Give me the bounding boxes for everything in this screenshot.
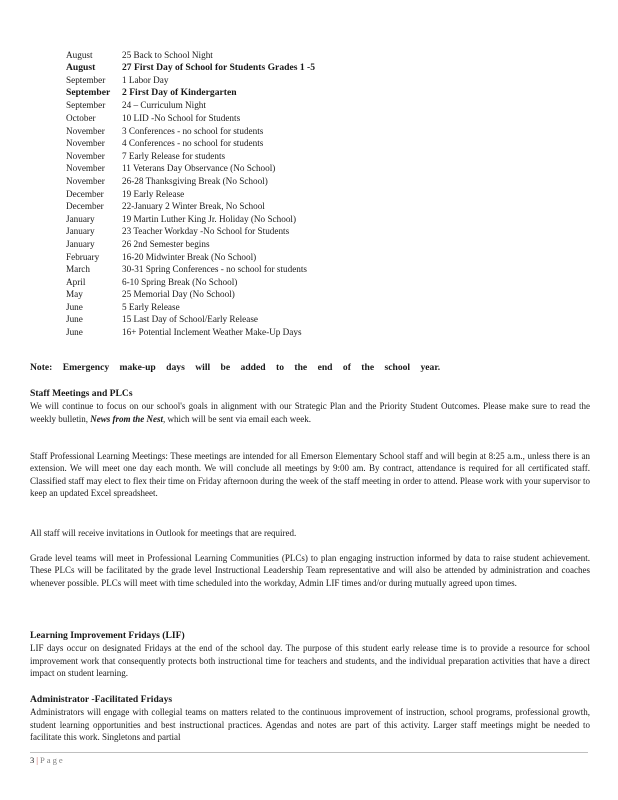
calendar-month: February [66,251,100,262]
calendar-event: 3 Conferences - no school for students [122,125,264,136]
calendar-event: 26-28 Thanksgiving Break (No School) [122,175,268,186]
calendar-event: 4 Conferences - no school for students [122,138,264,149]
calendar-row [66,251,315,264]
calendar-row [66,288,315,301]
calendar-event: 30-31 Spring Conferences - no school for students [122,264,307,275]
lif-heading: Learning Improvement Fridays (LIF) [30,630,185,641]
calendar-row [66,213,315,226]
calendar-month: March [66,264,90,275]
calendar-event: 25 Memorial Day (No School) [122,289,235,300]
calendar-month: October [66,112,96,123]
calendar-row [66,200,315,213]
calendar-row [66,175,315,188]
calendar-row [66,49,315,62]
calendar-list [66,49,315,339]
footer-divider [30,752,588,753]
calendar-event: 23 Teacher Workday -No School for Students [122,226,290,237]
calendar-event: 22-January 2 Winter Break, No School [122,201,265,212]
lif-paragraph: LIF days occur on designated Fridays at the end of the school day. The purpose of this student early release time is to provide a resource for school improvement work that consequently protects both instructional time for teachers and students, and the individual preparation activities that have a direct impact on student learning. [30,643,590,678]
calendar-row [66,150,315,163]
staff-meetings-paragraph-2: Staff Professional Learning Meetings: These meetings are intended for all Emerson Elementary School staff and will begin at 8:25 a.m., unless there is an extension. We will meet one day each month. We will conclude all meetings by 9:00 am. By contract, attendance is required for all certificated staff. Classified staff may elect to flex their time on Friday afternoon during the week of the staff meeting in order to attend. Please work with your supervisor to keep an updated Excel spreadsheet. [30,451,590,498]
calendar-month: November [66,150,105,161]
calendar-month: November [66,163,105,174]
calendar-month: December [66,201,104,212]
calendar-event: 19 Martin Luther King Jr. Holiday (No School) [122,213,297,224]
calendar-row [66,99,315,112]
calendar-row [66,225,315,238]
calendar-month: September [66,86,111,98]
calendar-event: 1 Labor Day [122,75,169,86]
calendar-row [66,301,315,314]
calendar-month: September [66,100,106,111]
calendar-event: 6-10 Spring Break (No School) [122,276,238,287]
calendar-month: January [66,213,95,224]
lif-section [30,630,590,679]
calendar-row [66,238,315,251]
calendar-event: 24 – Curriculum Night [122,100,206,111]
calendar-month: May [66,289,83,300]
calendar-month: November [66,125,105,136]
calendar-event: 10 LID -No School for Students [122,112,241,123]
calendar-row [66,87,315,100]
calendar-event: 25 Back to School Night [122,50,213,60]
calendar-row [66,112,315,125]
calendar-month: June [66,327,83,338]
calendar-row [66,125,315,138]
calendar-month: September [66,75,106,86]
page-footer [30,755,65,765]
calendar-row [66,313,315,326]
staff-meetings-heading: Staff Meetings and PLCs [30,388,133,399]
calendar-row [66,162,315,175]
calendar-row [66,188,315,201]
admin-heading: Administrator -Facilitated Fridays [30,694,173,705]
calendar-event: 7 Early Release for students [122,150,226,161]
staff-meetings-section [30,388,590,425]
calendar-month: June [66,314,83,325]
calendar-month: January [66,226,95,237]
calendar-event: 19 Early Release [122,188,185,199]
calendar-row [66,263,315,276]
calendar-row [66,62,315,75]
footer-separator: | [36,755,39,765]
calendar-row [66,326,315,339]
calendar-event: 5 Early Release [122,301,180,312]
calendar-row [66,74,315,87]
staff-meetings-paragraph-4: Grade level teams will meet in Professional Learning Communities (PLCs) to plan engaging instruction informed by data to raise student achievement. These PLCs will be facilitated by the grade level Instructional Leadership Team representative and will also be attended by administration and coaches whenever possible. PLCs will meet with time scheduled into the workday, Admin LIF times and/or during mutually agreed upon times. [30,553,590,588]
note-text: Note: Emergency make-up days will be added to the end of the school year. [30,362,441,373]
calendar-event: 26 2nd Semester begins [122,238,210,249]
calendar-row [66,276,315,289]
calendar-month: April [66,276,86,287]
staff-meetings-paragraph-1: We will continue to focus on our school's goals in alignment with our Strategic Plan and the Priority Student Outcomes. Please make sure to read the weekly bulletin, News from the Nest, which will be sent via email each week. [30,401,590,424]
staff-meetings-paragraph-3: All staff will receive invitations in Outlook for meetings that are required. [30,528,297,538]
calendar-month: August [66,61,96,73]
calendar-month: June [66,301,83,312]
newsletter-title: News from the Nest [90,413,163,424]
calendar-month: January [66,238,95,249]
admin-paragraph: Administrators will engage with collegial teams on matters related to the continuous improvement of instruction, school programs, professional growth, student learning opportunities and best instructional practices. Agendas and notes are part of this activity. Larger staff meetings might be needed to facilitate this work. Singletons and partial [30,707,590,742]
calendar-month: August [66,50,93,60]
calendar-event: 11 Veterans Day Observance (No School) [122,163,276,174]
calendar-event: 16+ Potential Inclement Weather Make-Up Days [122,327,302,338]
calendar-event: 2 First Day of Kindergarten [122,86,237,98]
calendar-month: December [66,188,104,199]
page-label: Page [40,755,65,765]
calendar-event: 15 Last Day of School/Early Release [122,314,258,325]
calendar-event: 27 First Day of School for Students Grades 1 -5 [122,61,316,73]
page-number: 3 [30,755,35,765]
admin-section [30,694,590,743]
calendar-row [66,137,315,150]
calendar-event: 16-20 Midwinter Break (No School) [122,251,257,262]
calendar-month: November [66,175,105,186]
calendar-month: November [66,138,105,149]
